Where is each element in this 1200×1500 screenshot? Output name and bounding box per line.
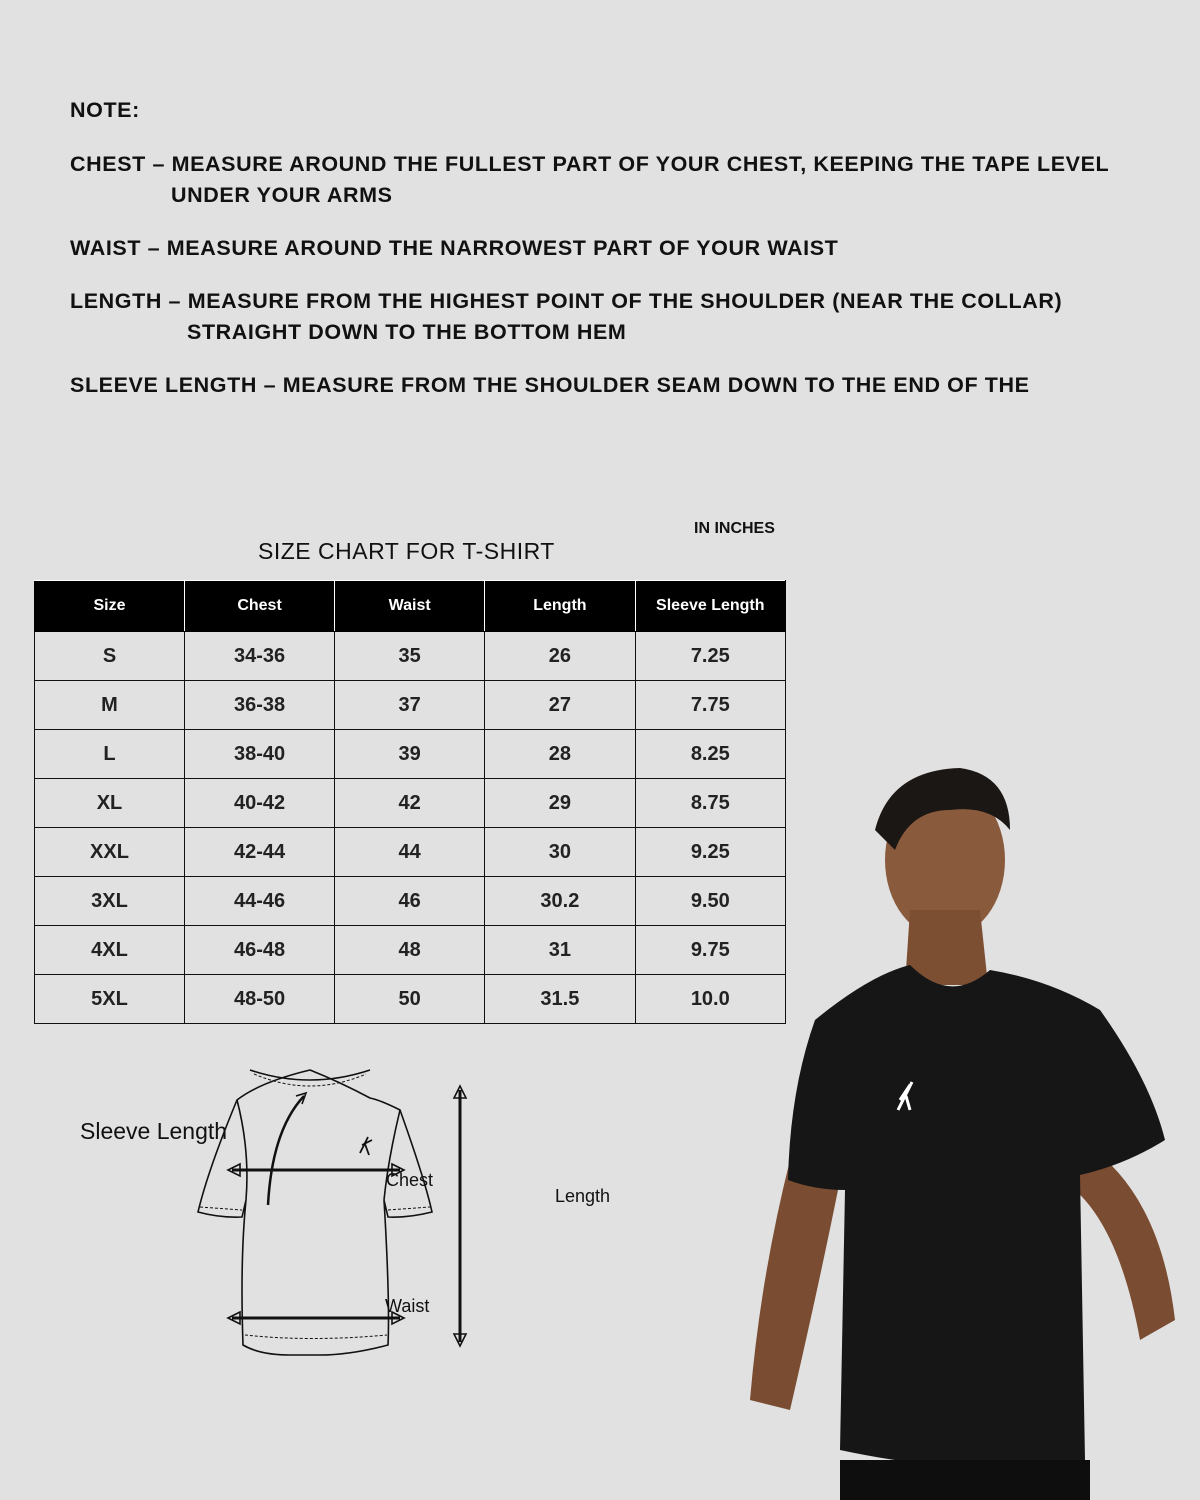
table-cell: 37 (335, 681, 485, 730)
table-cell: 39 (335, 730, 485, 779)
table-cell: 40-42 (184, 779, 334, 828)
table-header-row (35, 581, 786, 632)
table-cell: 7.25 (635, 632, 785, 681)
note-item (70, 370, 1180, 401)
table-row (35, 877, 786, 926)
table-cell: S (35, 632, 185, 681)
table-cell: 9.25 (635, 828, 785, 877)
table-cell: 46-48 (184, 926, 334, 975)
table-cell: 48-50 (184, 975, 334, 1024)
table-cell: 31 (485, 926, 635, 975)
table-cell: 10.0 (635, 975, 785, 1024)
table-cell: 8.25 (635, 730, 785, 779)
table-row (35, 632, 786, 681)
note-item (70, 233, 1180, 264)
table-cell: 5XL (35, 975, 185, 1024)
table-cell: 27 (485, 681, 635, 730)
measurement-notes (70, 98, 1180, 423)
table-cell: 8.75 (635, 779, 785, 828)
table-cell: 38-40 (184, 730, 334, 779)
notes-title: NOTE: (70, 98, 140, 122)
note-text: MEASURE AROUND THE FULLEST PART OF YOUR CHEST, KEEPING THE TAPE LEVEL (171, 152, 1110, 176)
table-cell: 34-36 (184, 632, 334, 681)
table-cell: 50 (335, 975, 485, 1024)
column-header: Waist (335, 581, 485, 632)
note-text: MEASURE AROUND THE NARROWEST PART OF YOUR WAIST (166, 236, 839, 260)
table-cell: L (35, 730, 185, 779)
table-cell: M (35, 681, 185, 730)
column-header: Size (35, 581, 185, 632)
tshirt-outline-icon (60, 1060, 580, 1360)
table-cell: 28 (485, 730, 635, 779)
note-text-continued: UNDER YOUR ARMS (171, 183, 393, 207)
table-cell: 9.50 (635, 877, 785, 926)
table-cell: 46 (335, 877, 485, 926)
table-cell: 48 (335, 926, 485, 975)
table-cell: 29 (485, 779, 635, 828)
table-cell: 31.5 (485, 975, 635, 1024)
column-header: Length (485, 581, 635, 632)
note-label: LENGTH – (70, 289, 182, 313)
table-cell: 44 (335, 828, 485, 877)
table-cell: 30.2 (485, 877, 635, 926)
note-text: MEASURE FROM THE SHOULDER SEAM DOWN TO THE END OF THE (282, 373, 1030, 397)
table-cell: 26 (485, 632, 635, 681)
tshirt-diagram (60, 1060, 611, 1365)
table-cell: 4XL (35, 926, 185, 975)
table-cell: 42-44 (184, 828, 334, 877)
note-text-continued: STRAIGHT DOWN TO THE BOTTOM HEM (187, 320, 627, 344)
note-label: CHEST – (70, 152, 165, 176)
table-row (35, 730, 786, 779)
sleeve-length-label: Sleeve Length (80, 1118, 228, 1144)
table-cell: 35 (335, 632, 485, 681)
table-cell: 36-38 (184, 681, 334, 730)
model-photo (720, 760, 1200, 1500)
chest-label: Chest (386, 1170, 434, 1190)
table-cell: XXL (35, 828, 185, 877)
table-row (35, 779, 786, 828)
note-label: WAIST – (70, 236, 161, 260)
table-cell: 3XL (35, 877, 185, 926)
table-row (35, 926, 786, 975)
table-row (35, 975, 786, 1024)
waist-label: Waist (385, 1296, 430, 1316)
table-cell: 42 (335, 779, 485, 828)
table-cell: 30 (485, 828, 635, 877)
units-label: IN INCHES (694, 520, 775, 537)
table-row (35, 681, 786, 730)
note-text: MEASURE FROM THE HIGHEST POINT OF THE SHOULDER (NEAR THE COLLAR) (187, 289, 1063, 313)
column-header: Chest (184, 581, 334, 632)
note-item (70, 286, 1180, 348)
size-chart-table (34, 580, 786, 1024)
table-cell: 9.75 (635, 926, 785, 975)
table-cell: 7.75 (635, 681, 785, 730)
table-cell: XL (35, 779, 185, 828)
length-label: Length (555, 1186, 611, 1206)
note-item (70, 149, 1180, 211)
note-label: SLEEVE LENGTH – (70, 373, 277, 397)
table-row (35, 828, 786, 877)
column-header: Sleeve Length (635, 581, 785, 632)
size-chart-title: SIZE CHART FOR T-SHIRT (258, 538, 555, 564)
table-cell: 44-46 (184, 877, 334, 926)
